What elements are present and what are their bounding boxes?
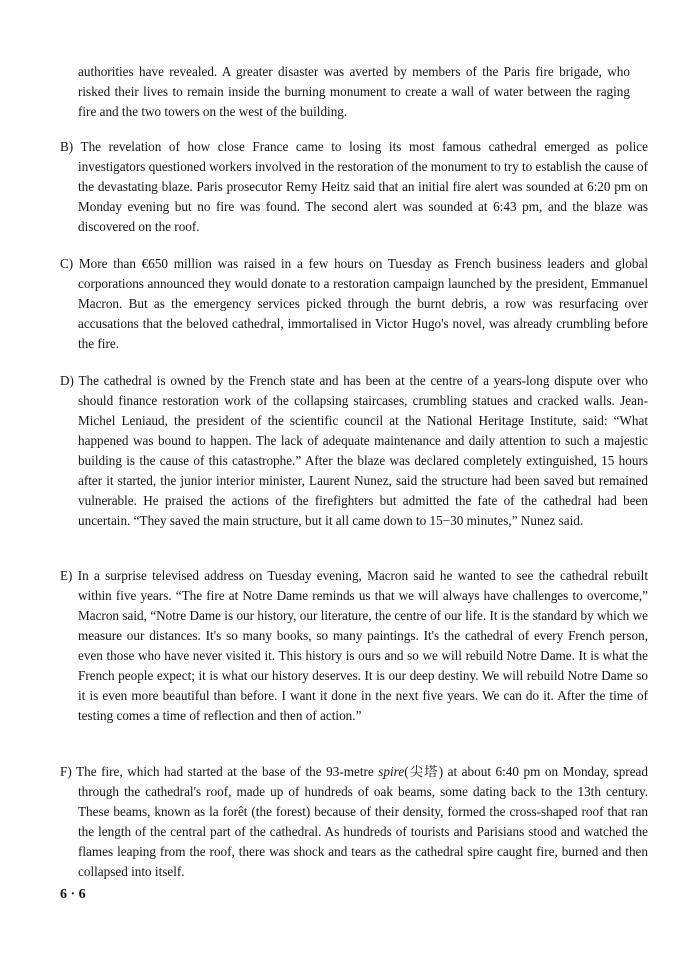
paragraph-f bbox=[60, 762, 648, 882]
paragraph-text: More than €650 million was raised in a few hours on Tuesday as French business leaders and global corporations announced they would donate to a restoration campaign launched by the president, Emmanuel Macron. But as the emergency services picked through the burnt debris, a row was resurfacing over accusations that the beloved cathedral, immortalised in Victor Hugo's novel, was already crumbling before the fire. bbox=[78, 256, 649, 351]
paragraph-text: In a surprise televised address on Tuesday evening, Macron said he wanted to see the cathedral rebuilt within five years. “The fire at Notre Dame reminds us that we will always have challenges to overcome,” Macron said, “Notre Dame is our history, our literature, the centre of our life. It is the standard by which we measure our distances. It's so many books, so many paintings. It's the cathedral of every French person, even those who have never visited it. This history is ours and so we will rebuild Notre Dame. It is what the French people expect; it is what our history deserves. It is our deep destiny. We will rebuild Notre Dame so it is even more beautiful than before. I want it done in the next five years. We can do it. After the time of testing comes a time of reflection and then of action.” bbox=[77, 568, 649, 723]
paragraph-e bbox=[60, 566, 648, 726]
paragraph-text-after: (尖塔) at about 6:40 pm on Monday, spread through the cathedral's roof, made up of hundreds of oak beams, some dating back to the 13th century. These beams, known as la forêt (the forest) because of their density, formed the cross-shaped roof that ran the length of the central part of the cathedral. As hundreds of tourists and Parisians stood and watched the flames leaping from the roof, there was shock and tears as the cathedral spire caught fire, burned and then collapsed into itself. bbox=[78, 764, 648, 879]
continuation-text: authorities have revealed. A greater disaster was averted by members of the Paris fire brigade, who risked their lives to remain inside the burning monument to create a wall of water between the raging fire and the two towers on the west of the building. bbox=[78, 64, 630, 119]
paragraph-text: The cathedral is owned by the French state and has been at the centre of a years-long dispute over who should finance restoration work of the collapsing staircases, crumbling statues and cracked walls. Jean-Michel Leniaud, the president of the scientific council at the National Heritage Institute, said: “What happened was bound to happen. The lack of adequate maintenance and daily attention to such a majestic building is the cause of this catastrophe.” After the blaze was declared completely extinguished, 15 hours after it started, the junior interior minister, Laurent Nunez, said the structure had been saved but remained vulnerable. He praised the actions of the firefighters but admitted the fate of the cathedral had been uncertain. “They saved the main structure, but it all came down to 15−30 minutes,” Nunez said. bbox=[78, 373, 648, 528]
paragraph-label: D) bbox=[60, 373, 74, 388]
paragraph-label: C) bbox=[60, 256, 74, 271]
paragraph-text: The revelation of how close France came to losing its most famous cathedral emerged as police investigators questioned workers involved in the restoration of the monument to try to establish the cause of the devastating blaze. Paris prosecutor Remy Heitz said that an initial fire alert was sounded at 6:20 pm on Monday evening but no fire was found. The second alert was sounded at 6:43 pm, and the blaze was discovered on the roof. bbox=[78, 139, 648, 234]
paragraph-c bbox=[60, 254, 648, 354]
paragraph-text-before: The fire, which had started at the base of the 93-metre bbox=[76, 764, 379, 779]
paragraph-d bbox=[60, 371, 648, 531]
italic-term: spire bbox=[378, 764, 405, 779]
paragraph-label: B) bbox=[60, 139, 74, 154]
page-number: 6 · 6 bbox=[60, 887, 86, 902]
paragraph-label: E) bbox=[60, 568, 73, 583]
paragraph-label: F) bbox=[60, 764, 72, 779]
paragraph-b bbox=[60, 137, 648, 237]
